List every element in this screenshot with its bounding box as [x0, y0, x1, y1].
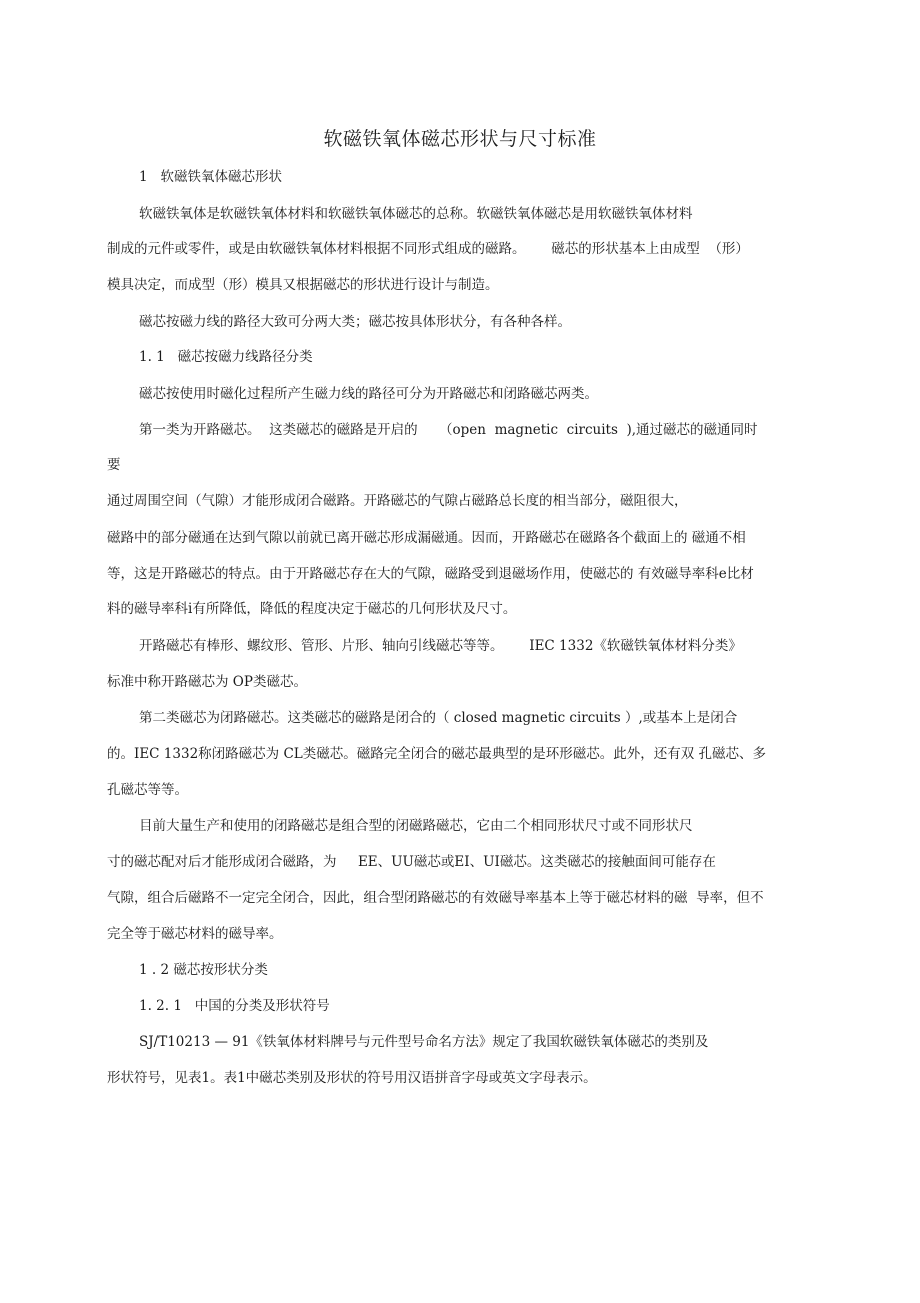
paragraph-line: 模具决定，而成型（形）模具又根据磁芯的形状进行设计与制造。 [107, 277, 499, 293]
paragraph-line: 等，这是开路磁芯的特点。由于开路磁芯存在大的气隙，磁路受到退磁场作用，使磁芯的 有效磁导率科e比材 [107, 566, 754, 582]
paragraph-line: 标准中称开路磁芯为 OP类磁芯。 [107, 674, 307, 690]
paragraph-line: 软磁铁氧体是软磁铁氧体材料和软磁铁氧体磁芯的总称。软磁铁氧体磁芯是用软磁铁氧体材料 [139, 206, 693, 222]
paragraph-line: 形状符号，见表1。表1中磁芯类别及形状的符号用汉语拼音字母或英文字母表示。 [107, 1070, 597, 1086]
paragraph-line: 目前大量生产和使用的闭路磁芯是组合型的闭磁路磁芯，它由二个相同形状尺寸或不同形状尺 [139, 818, 693, 834]
paragraph-line: 孔磁芯等等。 [107, 782, 188, 798]
paragraph-line: 第二类磁芯为闭路磁芯。这类磁芯的磁路是闭合的（ closed magnetic circuits ）,或基本上是闭合 [139, 710, 738, 726]
paragraph-line: 第一类为开路磁芯。 这类磁芯的磁路是开启的 （open magnetic circuits ),通过磁芯的磁通同时 [139, 422, 758, 438]
paragraph-line: 磁路中的部分磁通在达到气隙以前就已离开磁芯形成漏磁通。因而，开路磁芯在磁路各个截面上的 磁通不相 [107, 530, 746, 546]
paragraph-line: SJ/T10213 — 91《铁氧体材料牌号与元件型号命名方法》规定了我国软磁铁氧体磁芯的类别及 [139, 1034, 709, 1050]
section-heading-1-2: 1 . 2 磁芯按形状分类 [139, 962, 268, 978]
paragraph-line: 料的磁导率科i有所降低，降低的程度决定于磁芯的几何形状及尺寸。 [107, 601, 517, 617]
paragraph-line: 气隙，组合后磁路不一定完全闭合，因此，组合型闭路磁芯的有效磁导率基本上等于磁芯材料的磁 导率，但不 [107, 890, 764, 906]
paragraph-line: 磁芯按使用时磁化过程所产生磁力线的路径可分为开路磁芯和闭路磁芯两类。 [139, 386, 598, 402]
paragraph-line: 寸的磁芯配对后才能形成闭合磁路，为 EE、UU磁芯或EI、UI磁芯。这类磁芯的接触面间可能存在 [107, 854, 716, 870]
section-heading-1: 1 软磁铁氧体磁芯形状 [139, 169, 282, 185]
paragraph-line: 制成的元件或零件，或是由软磁铁氧体材料根据不同形式组成的磁路。 磁芯的形状基本上由成型 （形） [107, 241, 749, 257]
paragraph-line: 磁芯按磁力线的路径大致可分两大类；磁芯按具体形状分，有各种各样。 [139, 314, 571, 330]
paragraph-line: 要 [107, 457, 121, 473]
paragraph-line: 的。IEC 1332称闭路磁芯为 CL类磁芯。磁路完全闭合的磁芯最典型的是环形磁芯。此外，还有双 孔磁芯、多 [107, 746, 767, 762]
paragraph-line: 通过周围空间（气隙）才能形成闭合磁路。开路磁芯的气隙占磁路总长度的相当部分，磁阻很大， [107, 493, 688, 509]
paragraph-line: 完全等于磁芯材料的磁导率。 [107, 926, 283, 942]
document-title: 软磁铁氧体磁芯形状与尺寸标准 [323, 128, 597, 150]
paragraph-line: 开路磁芯有棒形、螺纹形、管形、片形、轴向引线磁芯等等。 IEC 1332《软磁铁氧体材料分类》 [139, 638, 742, 654]
section-heading-1-2-1: 1. 2. 1 中国的分类及形状符号 [139, 998, 330, 1014]
section-heading-1-1: 1. 1 磁芯按磁力线路径分类 [139, 349, 313, 365]
